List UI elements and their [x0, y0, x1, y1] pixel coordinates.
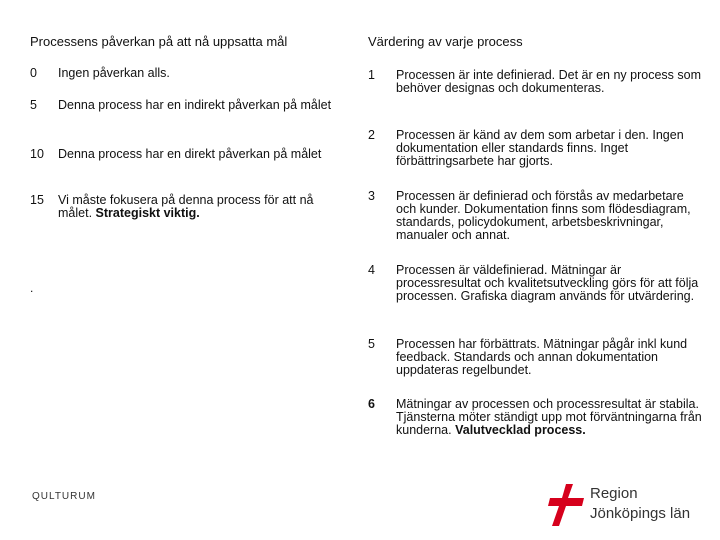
impact-text: Vi måste fokusera på denna process för att nå målet.	[58, 193, 314, 220]
impact-description: Denna process har en direkt påverkan på målet	[58, 147, 322, 161]
left-column-heading: Processens påverkan på att nå uppsatta mål	[30, 34, 288, 49]
impact-description: Ingen påverkan alls.	[58, 66, 170, 80]
stray-dot: .	[30, 281, 34, 295]
maturity-description: Processen är känd av dem som arbetar i den. Ingen dokumentation eller standards finns. Inget förbättringsarbete har gjorts.	[396, 128, 684, 168]
maturity-description: Processen har förbättrats. Mätningar pågår inkl kund feedback. Standards och annan dokumentation uppdateras regelbundet.	[396, 337, 688, 377]
maturity-description: Processen är inte definierad. Det är en ny process som behöver designas och dokumenteras.	[396, 68, 702, 95]
cross-mark-icon	[546, 482, 586, 528]
impact-score: 15	[30, 193, 44, 207]
maturity-text: Mätningar av processen och processresultat är stabila. Tjänsterna möter ständigt upp mot förväntningarna från kunderna.	[396, 397, 702, 437]
impact-emphasis: Strategiskt viktig.	[95, 206, 200, 220]
maturity-level: 2	[368, 128, 375, 142]
maturity-emphasis: Valutvecklad process.	[455, 423, 586, 437]
qulturum-brand: QULTURUM	[32, 491, 96, 502]
maturity-description: Processen är väldefinierad. Mätningar är processresultat och kvalitetsutveckling görs för att följa processen. Grafiska diagram används för utvärdering.	[396, 263, 699, 303]
impact-description	[58, 194, 338, 220]
impact-description: Denna process har en indirekt påverkan på målet	[58, 98, 332, 112]
impact-score: 0	[30, 66, 37, 80]
logo-line-county: Jönköpings län	[590, 505, 691, 522]
maturity-description: Processen är definierad och förstås av medarbetare och kunder. Dokumentation finns som flödesdiagram, standards, policydokument, arbetsbeskrivningar, manualer och annat.	[396, 189, 691, 242]
logo-line-region: Region	[590, 485, 638, 502]
maturity-description	[396, 398, 706, 437]
maturity-level: 3	[368, 189, 375, 203]
maturity-level: 6	[368, 397, 375, 411]
maturity-level: 4	[368, 263, 375, 277]
impact-score: 10	[30, 147, 44, 161]
region-logo	[546, 480, 706, 530]
impact-score: 5	[30, 98, 37, 112]
maturity-level: 5	[368, 337, 375, 351]
cross-mark-shape	[548, 484, 584, 526]
right-column-heading: Värdering av varje process	[368, 34, 523, 49]
logo-text	[590, 484, 690, 524]
maturity-level: 1	[368, 68, 375, 82]
